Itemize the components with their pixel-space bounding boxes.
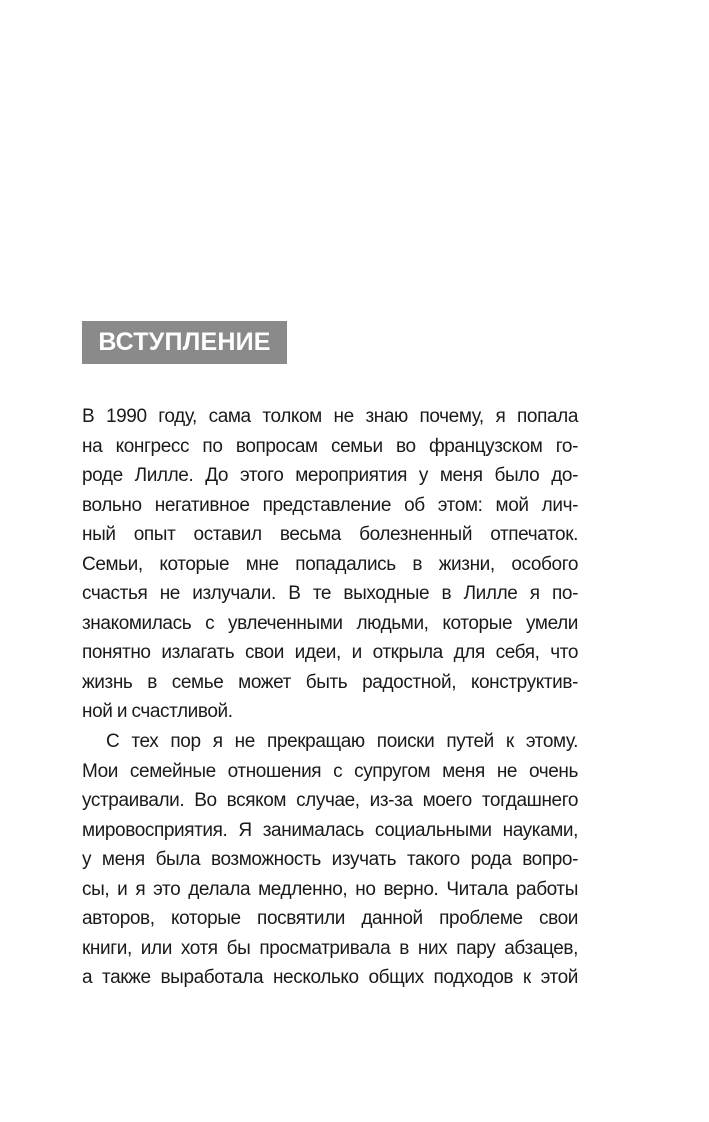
text-line: понятно излагать свои идеи, и открыла для себя, что <box>82 642 578 664</box>
text-line: знакомилась с увлеченными людьми, которые умели <box>82 612 578 634</box>
text-line: В 1990 году, сама толком не знаю почему, я попала <box>82 406 578 427</box>
text-line: а также выработала несколько общих подходов к этой <box>82 967 578 989</box>
text-line: книги, или хотя бы просматривала в них пару абзацев, <box>82 937 578 959</box>
paragraph <box>82 727 578 993</box>
text-line: устраивали. Во всяком случае, из-за моего тогдашнего <box>82 790 578 812</box>
paragraph <box>82 402 578 727</box>
text-line: Семьи, которые мне попадались в жизни, особого <box>82 553 578 575</box>
text-line: сы, и я это делала медленно, но верно. Читала работы <box>82 878 578 900</box>
chapter-heading <box>82 321 287 364</box>
text-line: С тех пор я не прекращаю поиски путей к этому. <box>106 731 578 753</box>
text-line: жизнь в семье может быть радостной, конструктив- <box>82 671 578 693</box>
text-line: ный опыт оставил весьма болезненный отпечаток. <box>82 524 578 546</box>
text-line: Мои семейные отношения с супругом меня не очень <box>82 760 578 782</box>
text-line: вольно негативное представление об этом: мой лич- <box>82 494 578 516</box>
text-line: на конгресс по вопросам семьи во французском го- <box>82 435 578 457</box>
text-line: роде Лилле. До этого мероприятия у меня было до- <box>82 465 578 487</box>
chapter-title: ВСТУПЛЕНИЕ <box>98 328 271 356</box>
text-line: счастья не излучали. В те выходные в Лилле я по- <box>82 583 578 605</box>
text-line: авторов, которые посвятили данной проблеме свои <box>82 908 578 930</box>
text-line: ной и счастливой. <box>82 701 233 723</box>
text-line: мировосприятия. Я занималась социальными науками, <box>82 819 578 841</box>
body-text <box>82 402 578 993</box>
text-line: у меня была возможность изучать такого рода вопро- <box>82 849 578 871</box>
